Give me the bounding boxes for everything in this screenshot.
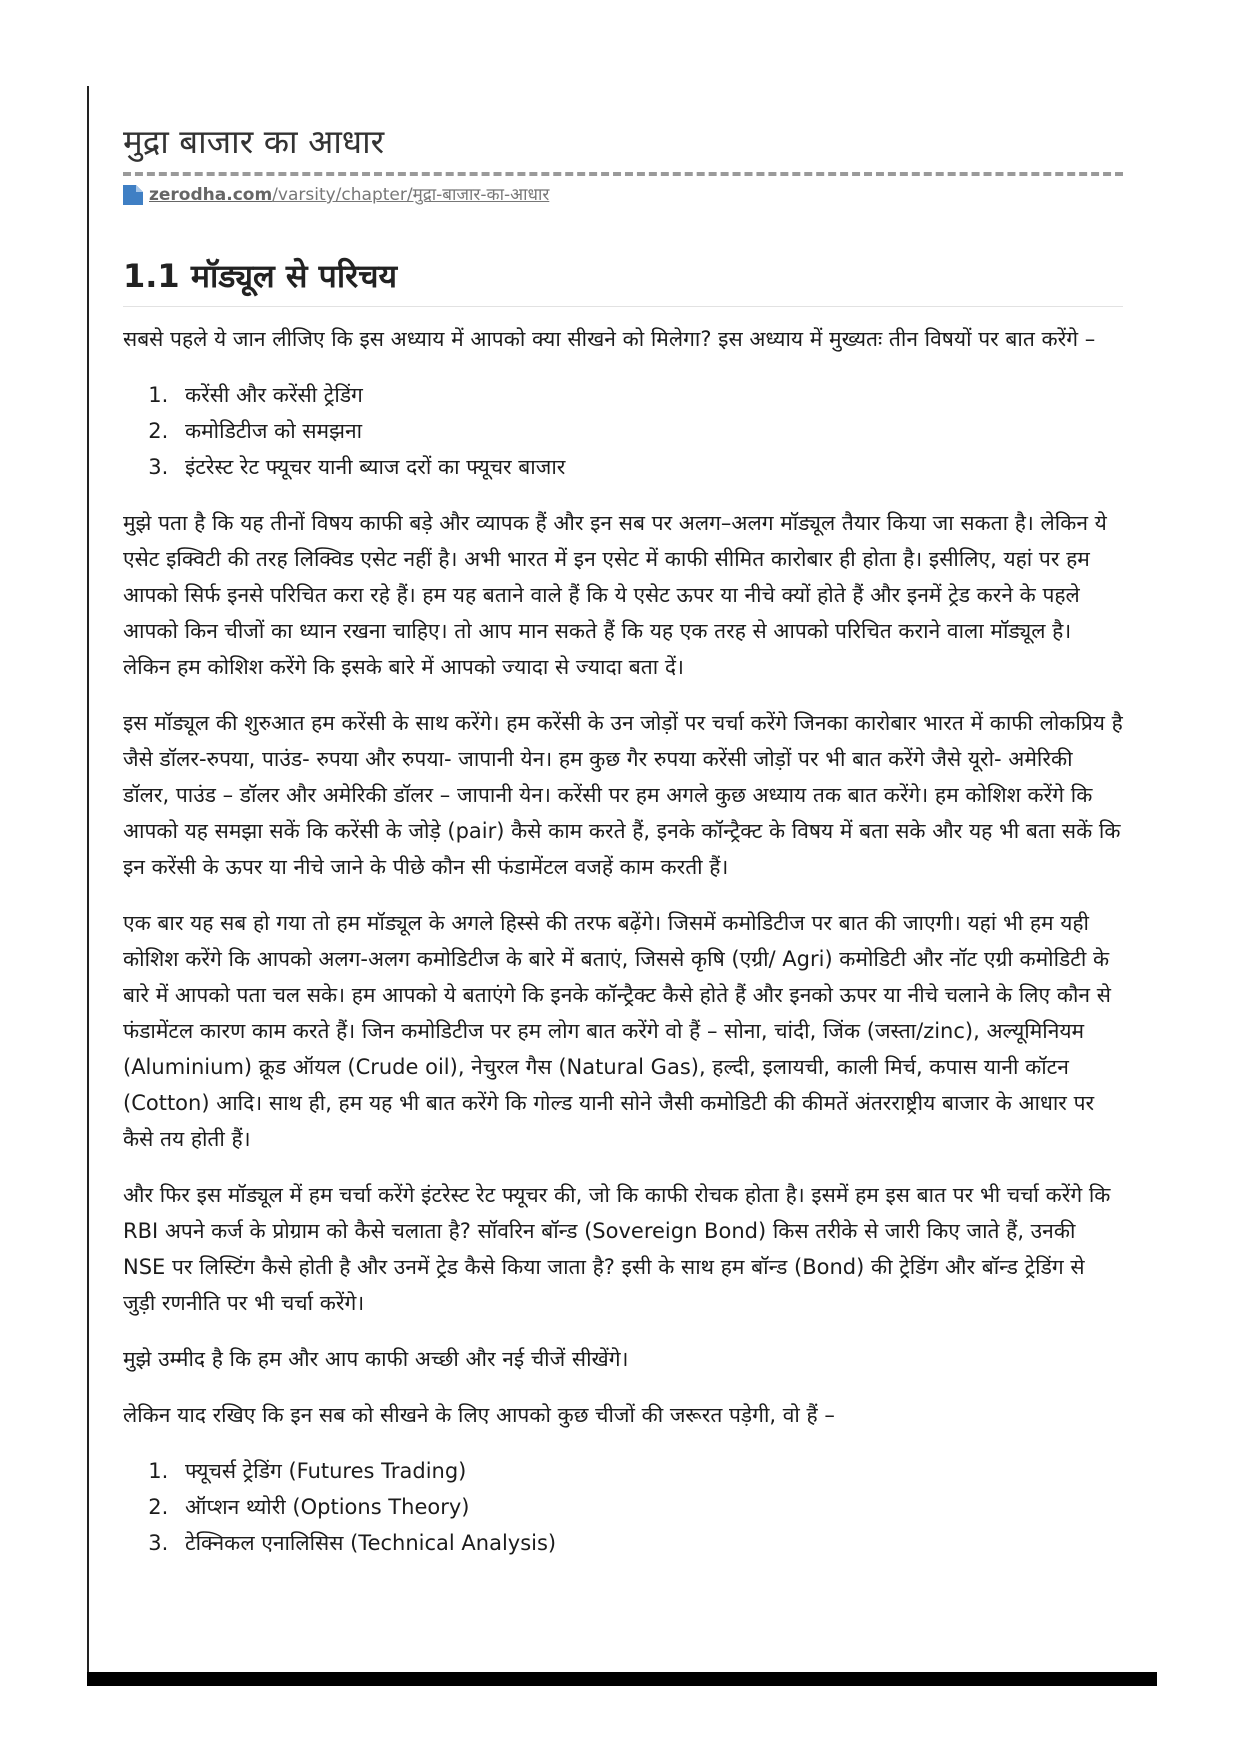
source-link[interactable] bbox=[123, 184, 1123, 206]
list-item: 1. फ्यूचर्स ट्रेडिंग (Futures Trading) bbox=[175, 1453, 1123, 1489]
body-paragraph: मुझे पता है कि यह तीनों विषय काफी बड़े और व्यापक हैं और इन सब पर अलग–अलग मॉड्यूल तैयार किया जा सकता है। लेकिन ये एसेट इक्विटी की तरह लिक्विड एसेट नहीं है। अभी भारत में इन एसेट में काफी सीमित कारोबार ही होता है। इसीलिए, यहां पर हम आपको सिर्फ इनसे परिचित करा रहे हैं। हम यह बताने वाले हैं कि ये एसेट ऊपर या नीचे क्यों होते हैं और इनमें ट्रेड करने के पहले आपको किन चीजों का ध्यान रखना चाहिए। तो आप मान सकते हैं कि यह एक तरह से आपको परिचित कराने वाला मॉड्यूल है। लेकिन हम कोशिश करेंगे कि इसके बारे में आपको ज्यादा से ज्यादा बता दें। bbox=[123, 511, 1107, 679]
list-item: 1. करेंसी और करेंसी ट्रेडिंग bbox=[175, 377, 1123, 413]
document-title: मुद्रा बाजार का आधार bbox=[123, 122, 385, 161]
list-item: 3. टेक्निकल एनालिसिस (Technical Analysis) bbox=[175, 1525, 1123, 1561]
left-margin-rule bbox=[87, 86, 89, 1686]
list-item: 3. इंटरेस्ट रेट फ्यूचर यानी ब्याज दरों का फ्यूचर बाजार bbox=[175, 449, 1123, 485]
body-paragraph: मुझे उम्मीद है कि हम और आप काफी अच्छी और नई चीजें सीखेंगे। bbox=[123, 1347, 629, 1371]
section-heading: 1.1 मॉड्यूल से परिचय bbox=[123, 257, 398, 295]
heading-divider bbox=[123, 306, 1123, 307]
list-item: 2. ऑप्शन थ्योरी (Options Theory) bbox=[175, 1489, 1123, 1525]
body-paragraph: और फिर इस मॉड्यूल में हम चर्चा करेंगे इंटरेस्ट रेट फ्यूचर की, जो कि काफी रोचक होता है। इसमें हम इस बात पर भी चर्चा करेंगे कि RBI अपने कर्ज के प्रोग्राम को कैसे चलाता है? सॉवरिन बॉन्ड (Sovereign Bond) किस तरीके से जारी किए जाते हैं, उनकी NSE पर लिस्टिंग कैसे होती है और उनमें ट्रेड कैसे किया जाता है? इसी के साथ हम बॉन्ड (Bond) की ट्रेडिंग और बॉन्ड ट्रेडिंग से जुड़ी रणनीति पर भी चर्चा करेंगे। bbox=[123, 1183, 1111, 1315]
source-domain[interactable]: zerodha.com bbox=[149, 185, 273, 205]
prerequisites-list bbox=[123, 1453, 1123, 1561]
title-dashed-divider bbox=[123, 172, 1123, 176]
topics-list bbox=[123, 377, 1123, 485]
document-page bbox=[123, 118, 1123, 1561]
intro-paragraph: सबसे पहले ये जान लीजिए कि इस अध्याय में आपको क्या सीखने को मिलेगा? इस अध्याय में मुख्यतः तीन विषयों पर बात करेंगे – bbox=[123, 327, 1096, 351]
list-item: 2. कमोडिटीज को समझना bbox=[175, 413, 1123, 449]
page-corner-icon bbox=[123, 185, 143, 205]
source-path[interactable]: /varsity/chapter/मुद्रा-बाजार-का-आधार bbox=[272, 185, 550, 205]
body-paragraph: एक बार यह सब हो गया तो हम मॉड्यूल के अगले हिस्से की तरफ बढ़ेंगे। जिसमें कमोडिटीज पर बात की जाएगी। यहां भी हम यही कोशिश करेंगे कि आपको अलग-अलग कमोडिटीज के बारे में बताएं, जिससे कृषि (एग्री/ Agri) कमोडिटी और नॉट एग्री कमोडिटी के बारे में आपको पता चल सके। हम आपको ये बताएंगे कि इनके कॉन्ट्रैक्ट कैसे होते हैं और इनको ऊपर या नीचे चलाने के लिए कौन से फंडामेंटल कारण काम करते हैं। जिन कमोडिटीज पर हम लोग बात करेंगे वो हैं – सोना, चांदी, जिंक (जस्ता/zinc), अल्यूमिनियम (Aluminium) क्रूड ऑयल (Crude oil), नेचुरल गैस (Natural Gas), हल्दी, इलायची, काली मिर्च, कपास यानी कॉटन (Cotton) आदि। साथ ही, हम यह भी बात करेंगे कि गोल्ड यानी सोने जैसी कमोडिटी की कीमतें अंतरराष्ट्रीय बाजार के आधार पर कैसे तय होती हैं। bbox=[123, 911, 1111, 1151]
page-bottom-bar bbox=[87, 1672, 1157, 1686]
body-paragraph: इस मॉड्यूल की शुरुआत हम करेंसी के साथ करेंगे। हम करेंसी के उन जोड़ों पर चर्चा करेंगे जिनका कारोबार भारत में काफी लोकप्रिय है जैसे डॉलर-रुपया, पाउंड- रुपया और रुपया- जापानी येन। हम कुछ गैर रुपया करेंसी जोड़ों पर भी बात करेंगे जैसे यूरो- अमेरिकी डॉलर, पाउंड – डॉलर और अमेरिकी डॉलर – जापानी येन। करेंसी पर हम अगले कुछ अध्याय तक बात करेंगे। हम कोशिश करेंगे कि आपको यह समझा सकें कि करेंसी के जोड़े (pair) कैसे काम करते हैं, इनके कॉन्ट्रैक्ट के विषय में बता सके और यह भी बता सकें कि इन करेंसी के ऊपर या नीचे जाने के पीछे कौन सी फंडामेंटल वजहें काम करती हैं। bbox=[123, 711, 1123, 879]
body-paragraph: लेकिन याद रखिए कि इन सब को सीखने के लिए आपको कुछ चीजों की जरूरत पड़ेगी, वो हैं – bbox=[123, 1403, 835, 1427]
